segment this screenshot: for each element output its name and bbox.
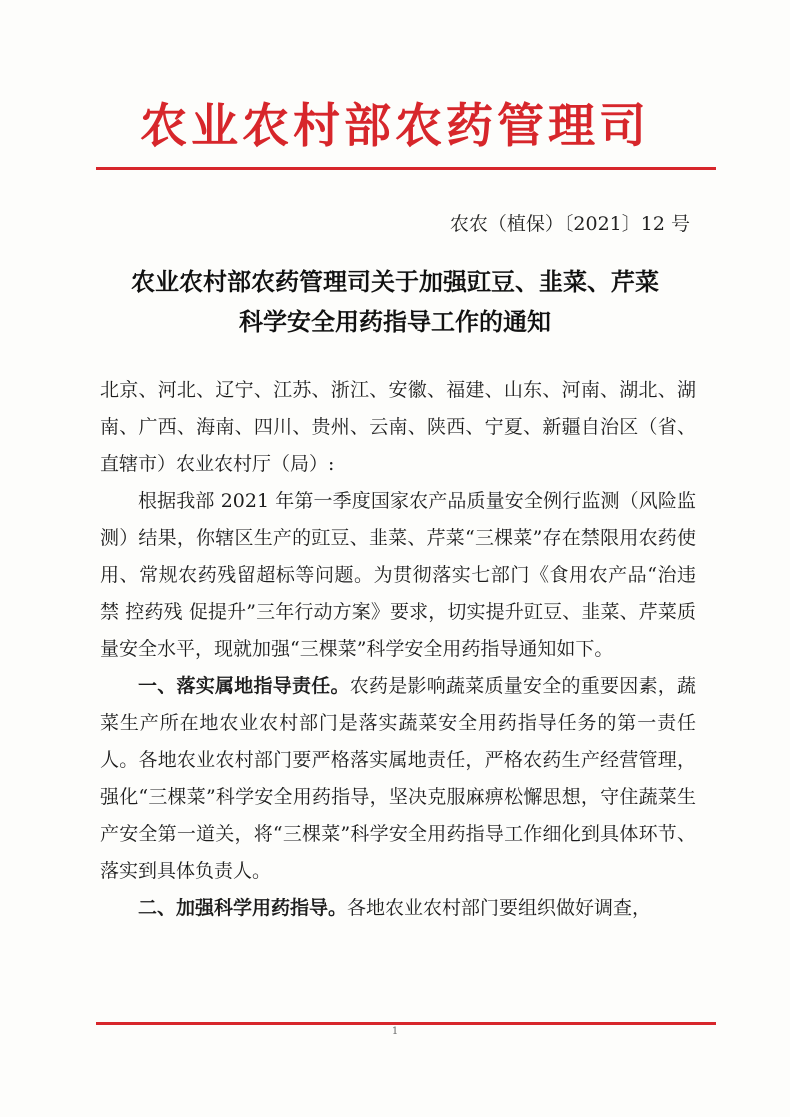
section1-paragraph — [100, 668, 696, 890]
section2-text: 各地农业农村部门要组织做好调查， — [347, 897, 652, 919]
page-number: 1 — [391, 1026, 399, 1037]
letterhead-red-rule — [96, 167, 716, 170]
footer-red-rule — [96, 1022, 716, 1025]
intro-paragraph: 根据我部 2021 年第一季度国家农产品质量安全例行监测（风险监测）结果，你辖区生产的豇豆、韭菜、芹菜“三棵菜”存在禁限用农药使用、常规农药残留超标等问题。为贯彻落实七部门《食用农产品“治违禁 控药残 促提升”三年行动方案》要求，切实提升豇豆、韭菜、芹菜质量安全水平，现就加强“三棵菜”科学安全用药指导通知如下。 — [100, 490, 696, 660]
section1-text: 农药是影响蔬菜质量安全的重要因素，蔬菜生产所在地农业农村部门是落实蔬菜安全用药指导任务的第一责任人。各地农业农村部门要严格落实属地责任，严格农药生产经营管理，强化“三棵菜”科学安全用药指导，坚决克服麻痹松懈思想，守住蔬菜生产安全第一道关，将“三棵菜”科学安全用药指导工作细化到具体环节、落实到具体负责人。 — [100, 675, 696, 882]
document-title-line2: 科学安全用药指导工作的通知 — [239, 308, 551, 336]
section2-heading: 二、加强科学用药指导。 — [138, 897, 348, 919]
addressees-paragraph: 北京、河北、辽宁、江苏、浙江、安徽、福建、山东、河南、湖北、湖南、广西、海南、四川、贵州、云南、陕西、宁夏、新疆自治区（省、直辖市）农业农村厅（局）: — [100, 379, 696, 475]
document-body — [100, 372, 696, 927]
section1-heading: 一、落实属地指导责任。 — [138, 675, 350, 697]
section2-paragraph — [100, 890, 696, 927]
document-title-line1: 农业农村部农药管理司关于加强豇豆、韭菜、芹菜 — [131, 268, 659, 296]
document-title — [60, 262, 730, 342]
letterhead-title: 农业农村部农药管理司 — [140, 99, 650, 154]
document-number: 农农（植保）〔2021〕12 号 — [449, 213, 690, 235]
